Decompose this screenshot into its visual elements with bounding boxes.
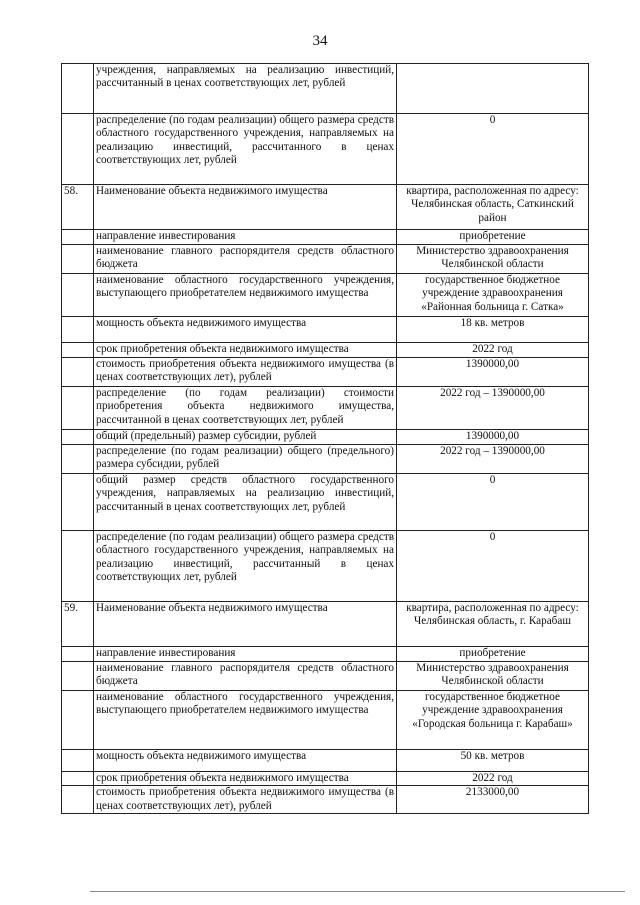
table-row <box>62 474 589 531</box>
row-value: 50 кв. метров <box>397 750 589 772</box>
row-label: наименование областного государственного учреждения, выступающего приобретателем недвижимого имущества <box>94 691 397 750</box>
row-label: Наименование объекта недвижимого имущества <box>94 602 397 647</box>
row-label: распределение (по годам реализации) общего размера средств областного государственного учреждения, направляемых на реализацию инвестиций, рассчитанный в ценах соответствующих лет, рублей <box>94 531 397 602</box>
row-value: 18 кв. метров <box>397 317 589 343</box>
row-value: 0 <box>397 114 589 185</box>
row-label: стоимость приобретения объекта недвижимого имущества (в ценах соответствующих лет), рублей <box>94 358 397 387</box>
row-value: государственное бюджетное учреждение здравоохранения «Городская больница г. Карабаш» <box>397 691 589 750</box>
row-label: наименование областного государственного учреждения, выступающего приобретателем недвижимого имущества <box>94 274 397 317</box>
row-value: приобретение <box>397 230 589 245</box>
row-number <box>62 430 94 445</box>
row-number <box>62 750 94 772</box>
row-number <box>62 343 94 358</box>
table-row <box>62 245 589 274</box>
table-row <box>62 274 589 317</box>
row-number <box>62 531 94 602</box>
row-number <box>62 245 94 274</box>
table-body <box>62 64 589 814</box>
table-row <box>62 772 589 786</box>
table-row <box>62 64 589 114</box>
row-label: стоимость приобретения объекта недвижимого имущества (в ценах соответствующих лет), рублей <box>94 786 397 814</box>
table-row <box>62 662 589 691</box>
row-label: Наименование объекта недвижимого имущества <box>94 185 397 230</box>
row-number <box>62 317 94 343</box>
row-value: квартира, расположенная по адресу: Челябинская область, Саткинский район <box>397 185 589 230</box>
page-number: 34 <box>312 33 328 49</box>
table-row <box>62 691 589 750</box>
row-number <box>62 274 94 317</box>
row-label: наименование главного распорядителя средств областного бюджета <box>94 245 397 274</box>
row-value: 2022 год – 1390000,00 <box>397 387 589 430</box>
row-label: общий (предельный) размер субсидии, рублей <box>94 430 397 445</box>
row-number: 58. <box>62 185 94 230</box>
row-label: направление инвестирования <box>94 647 397 662</box>
row-label: срок приобретения объекта недвижимого имущества <box>94 343 397 358</box>
table-row <box>62 531 589 602</box>
row-label: учреждения, направляемых на реализацию инвестиций, рассчитанный в ценах соответствующих лет, рублей <box>94 64 397 114</box>
row-value: 0 <box>397 531 589 602</box>
row-label: распределение (по годам реализации) общего (предельного) размера субсидии, рублей <box>94 445 397 474</box>
table-row <box>62 185 589 230</box>
row-value: квартира, расположенная по адресу: Челябинская область, г. Карабаш <box>397 602 589 647</box>
row-value: государственное бюджетное учреждение здравоохранения «Районная больница г. Сатка» <box>397 274 589 317</box>
row-value: 2022 год <box>397 343 589 358</box>
row-number <box>62 358 94 387</box>
table-row <box>62 317 589 343</box>
row-value: 1390000,00 <box>397 358 589 387</box>
table-row <box>62 358 589 387</box>
row-number: 59. <box>62 602 94 647</box>
row-label: общий размер средств областного государственного учреждения, направляемых на реализацию инвестиций, рассчитанный в ценах соответствующих лет, рублей <box>94 474 397 531</box>
row-number <box>62 445 94 474</box>
row-label: мощность объекта недвижимого имущества <box>94 750 397 772</box>
row-number <box>62 387 94 430</box>
row-number <box>62 114 94 185</box>
table-row <box>62 230 589 245</box>
row-value <box>397 64 589 114</box>
investment-objects-table <box>61 63 589 814</box>
table-row <box>62 445 589 474</box>
table-row <box>62 343 589 358</box>
table-row <box>62 602 589 647</box>
row-value: Министерство здравоохранения Челябинской области <box>397 662 589 691</box>
row-label: наименование главного распорядителя средств областного бюджета <box>94 662 397 691</box>
table-row <box>62 786 589 814</box>
row-value: 2133000,00 <box>397 786 589 814</box>
row-number <box>62 64 94 114</box>
footer-rule <box>90 891 625 892</box>
row-number <box>62 230 94 245</box>
row-number <box>62 691 94 750</box>
row-label: срок приобретения объекта недвижимого имущества <box>94 772 397 786</box>
row-label: направление инвестирования <box>94 230 397 245</box>
table-row <box>62 430 589 445</box>
row-value: 1390000,00 <box>397 430 589 445</box>
table-row <box>62 114 589 185</box>
row-number <box>62 786 94 814</box>
row-value: 2022 год – 1390000,00 <box>397 445 589 474</box>
row-label: распределение (по годам реализации) общего размера средств областного государственного учреждения, направляемых на реализацию инвестиций, рассчитанного в ценах соответствующих лет, рублей <box>94 114 397 185</box>
row-number <box>62 662 94 691</box>
row-value: Министерство здравоохранения Челябинской области <box>397 245 589 274</box>
row-number <box>62 772 94 786</box>
row-number <box>62 647 94 662</box>
row-label: мощность объекта недвижимого имущества <box>94 317 397 343</box>
row-number <box>62 474 94 531</box>
row-value: 2022 год <box>397 772 589 786</box>
row-value: приобретение <box>397 647 589 662</box>
table-row <box>62 647 589 662</box>
row-value: 0 <box>397 474 589 531</box>
table-row <box>62 750 589 772</box>
table-row <box>62 387 589 430</box>
row-label: распределение (по годам реализации) стоимости приобретения объекта недвижимого имущества, рассчитанной в ценах соответствующих лет, рублей <box>94 387 397 430</box>
